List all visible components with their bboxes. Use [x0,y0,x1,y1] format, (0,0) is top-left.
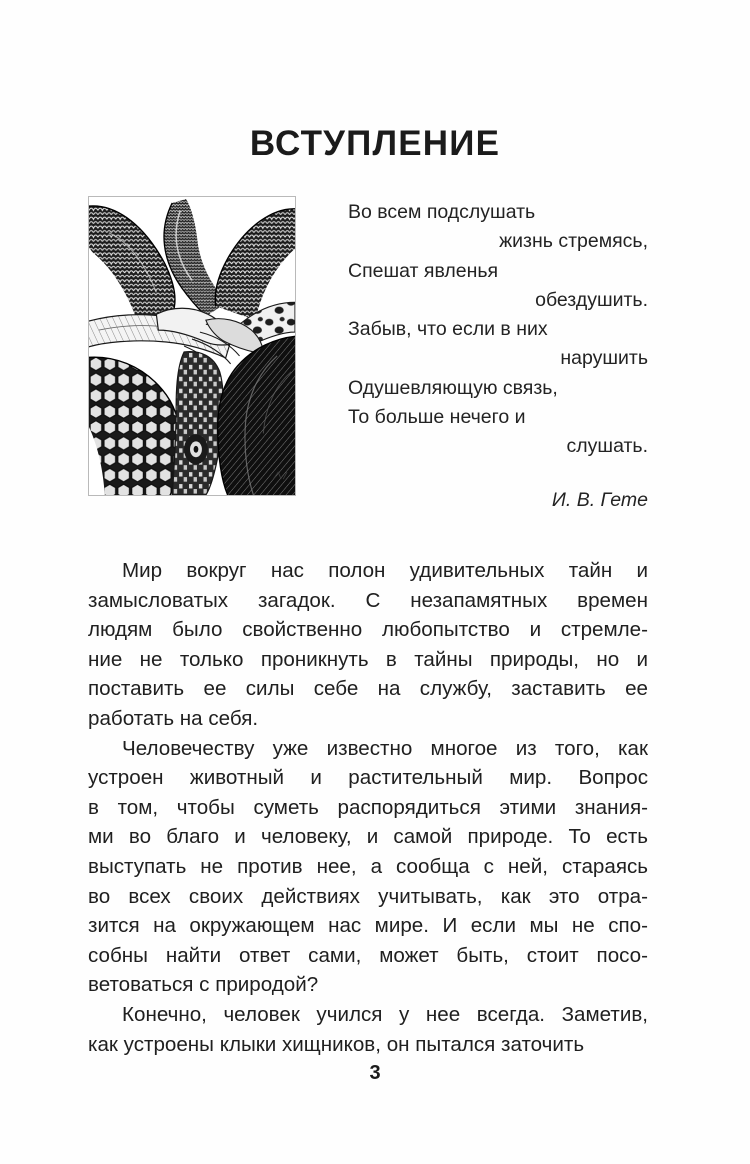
text-line: зится на окружающем нас мире. И если мы не спо- [88,914,648,938]
poem-line: обездушить. [535,288,648,311]
poem-line: Забыв, что если в них [348,318,548,341]
text-line: ми во благо и человеку, и самой природе. То есть [88,825,648,849]
pen-and-ink-drawing-icon [89,197,295,495]
paragraph-3 [88,1000,648,1059]
page-title: ВСТУПЛЕНИЕ [249,124,501,164]
text-line: поставить ее силы себе на службу, заставить ее [88,677,648,701]
poem-line: То больше нечего и [348,406,526,429]
text-line: людям было свойственно любопытство и стремле- [88,618,648,642]
poem-line: нарушить [560,347,648,370]
epigraph-attribution: И. В. Гете [551,488,648,511]
text-line: Человечеству уже известно многое из того, как [122,736,648,760]
text-line: как устроены клыки хищников, он пытался заточить [88,1032,585,1056]
page-number: 3 [369,1062,381,1084]
epigraph [348,198,650,512]
chapter-illustration [88,196,296,496]
text-line: ние не только проникнуть в тайны природы, но и [88,647,648,671]
text-line: во всех своих действиях учитывать, как это отра- [88,884,648,908]
text-line: ветоваться с природой? [88,973,319,997]
body-text [88,556,648,1059]
text-line: замысловатых загадок. С незапамятных времен [88,588,648,612]
text-line: устроен животный и растительный мир. Вопрос [88,766,648,790]
poem-line: Во всем подслушать [348,201,536,223]
poem-line: Спешат явленья [348,259,499,282]
text-line: Конечно, человек учился у нее всегда. Заметив, [122,1002,648,1026]
text-line: выступать не против нее, а сообща с ней, стараясь [88,854,648,878]
text-line: в том, чтобы суметь распорядиться этими знания- [88,795,648,819]
poem-line: жизнь стремясь, [499,230,648,253]
poem-line: Одушевляющую связь, [348,376,558,399]
text-line: работать на себя. [88,706,259,730]
paragraph-1 [88,556,648,734]
text-line: Мир вокруг нас полон удивительных тайн и [122,559,648,582]
text-line: собны найти ответ сами, может быть, стоит посо- [88,943,648,967]
paragraph-2 [88,734,648,1000]
poem-line: слушать. [566,435,648,458]
